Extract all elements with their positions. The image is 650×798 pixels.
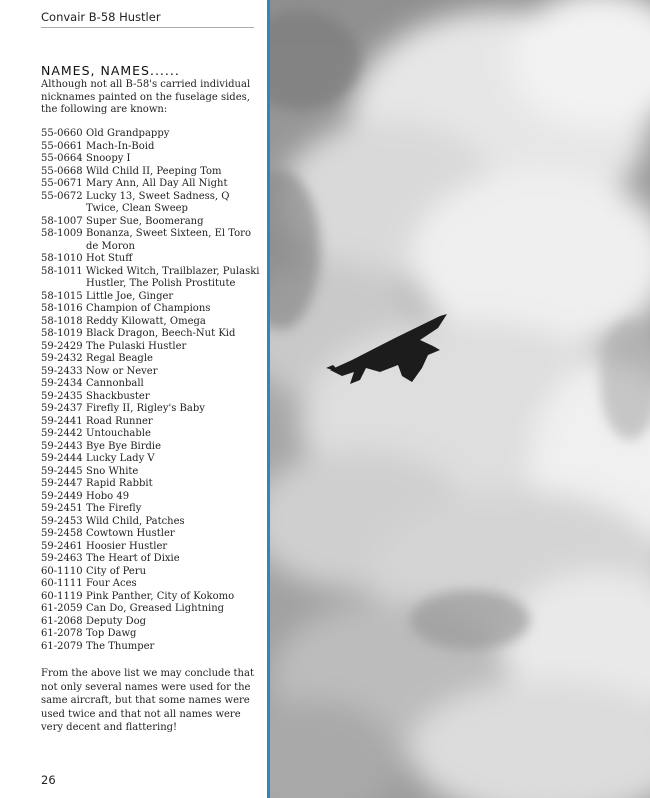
serial-number: 58-1018 bbox=[41, 315, 83, 327]
running-header: Convair B-58 Hustler bbox=[41, 10, 161, 24]
aircraft-nickname: Lucky 13, Sweet Sadness, Q Twice, Clean Sweep bbox=[86, 190, 230, 214]
aircraft-nickname: City of Peru bbox=[86, 565, 147, 577]
list-item bbox=[41, 603, 263, 616]
list-item bbox=[41, 428, 263, 441]
list-item bbox=[41, 216, 263, 229]
list-item bbox=[41, 366, 263, 379]
aircraft-nickname: Sno White bbox=[86, 465, 139, 477]
serial-number: 59-2433 bbox=[41, 365, 83, 377]
serial-number: 55-0671 bbox=[41, 178, 83, 189]
conclusion-paragraph: From the above list we may conclude that not only several names were used for the same aircraft, but that some names were used twice and that not all names were very decent and flattering! bbox=[41, 668, 254, 733]
list-item bbox=[41, 453, 263, 466]
list-item bbox=[41, 441, 263, 454]
serial-number: 60-1119 bbox=[41, 590, 83, 602]
header-rule bbox=[41, 27, 254, 28]
aircraft-nickname: Hoosier Hustler bbox=[86, 540, 168, 552]
aircraft-nickname: Mary Ann, All Day All Night bbox=[86, 178, 228, 189]
aircraft-nickname: Rapid Rabbit bbox=[86, 478, 153, 489]
intro-paragraph: Although not all B-58's carried individual nicknames painted on the fuselage sides, the following are known: bbox=[41, 79, 251, 115]
serial-number: 59-2445 bbox=[41, 465, 83, 477]
aircraft-nickname: Top Dawg bbox=[86, 628, 137, 639]
aircraft-nickname: The Firefly bbox=[86, 503, 142, 514]
aircraft-nickname: Super Sue, Boomerang bbox=[86, 215, 204, 227]
serial-number: 61-2079 bbox=[41, 640, 83, 652]
serial-number: 59-2453 bbox=[41, 515, 83, 527]
aircraft-nickname: Pink Panther, City of Kokomo bbox=[86, 590, 235, 602]
list-item bbox=[41, 466, 263, 479]
serial-number: 58-1016 bbox=[41, 303, 83, 314]
list-item bbox=[41, 541, 263, 554]
b58-in-clouds-photo bbox=[270, 0, 650, 798]
aircraft-nickname: Reddy Kilowatt, Omega bbox=[86, 315, 206, 327]
aircraft-nickname: Shackbuster bbox=[86, 390, 150, 402]
aircraft-nickname: The Heart of Dixie bbox=[86, 553, 180, 564]
serial-number: 58-1009 bbox=[41, 228, 83, 239]
serial-number: 58-1015 bbox=[41, 290, 83, 302]
page-number: 26 bbox=[41, 773, 56, 787]
list-item bbox=[41, 516, 263, 529]
list-item bbox=[41, 266, 263, 291]
aircraft-nickname: The Pulaski Hustler bbox=[86, 340, 187, 352]
section-title: NAMES, NAMES...... bbox=[41, 63, 180, 78]
list-item bbox=[41, 353, 263, 366]
aircraft-nickname: Old Grandpappy bbox=[86, 128, 170, 139]
list-item bbox=[41, 616, 263, 629]
list-item bbox=[41, 416, 263, 429]
serial-number: 59-2441 bbox=[41, 415, 83, 427]
serial-number: 59-2429 bbox=[41, 340, 83, 352]
list-item bbox=[41, 378, 263, 391]
serial-number: 59-2432 bbox=[41, 353, 83, 364]
aircraft-nickname: Now or Never bbox=[86, 365, 158, 377]
aircraft-nickname: Regal Beagle bbox=[86, 353, 153, 364]
list-item bbox=[41, 528, 263, 541]
serial-number: 61-2068 bbox=[41, 615, 83, 627]
aircraft-nickname: Mach-In-Boid bbox=[86, 140, 155, 152]
list-item bbox=[41, 166, 263, 179]
list-item bbox=[41, 503, 263, 516]
serial-number: 59-2437 bbox=[41, 403, 83, 414]
aircraft-nickname: Can Do, Greased Lightning bbox=[86, 603, 225, 614]
list-item bbox=[41, 291, 263, 304]
serial-number: 59-2461 bbox=[41, 540, 83, 552]
aircraft-nickname: Wild Child II, Peeping Tom bbox=[86, 165, 222, 177]
aircraft-nickname: Wild Child, Patches bbox=[86, 515, 185, 527]
list-item bbox=[41, 228, 263, 253]
aircraft-nickname: Black Dragon, Beech-Nut Kid bbox=[86, 328, 236, 339]
aircraft-nickname: Firefly II, Rigley's Baby bbox=[86, 403, 205, 414]
aircraft-nickname: Cowtown Hustler bbox=[86, 528, 175, 539]
list-item bbox=[41, 191, 263, 216]
list-item bbox=[41, 316, 263, 329]
list-item bbox=[41, 628, 263, 641]
list-item bbox=[41, 591, 263, 604]
serial-number: 59-2443 bbox=[41, 440, 83, 452]
serial-number: 58-1007 bbox=[41, 215, 83, 227]
aircraft-nickname: Wicked Witch, Trailblazer, Pulaski Hustler, The Polish Prostitute bbox=[86, 265, 260, 289]
serial-number: 59-2435 bbox=[41, 390, 83, 402]
list-item bbox=[41, 328, 263, 341]
aircraft-nickname: Snoopy I bbox=[86, 153, 131, 164]
nickname-list bbox=[41, 128, 263, 653]
aircraft-nickname: The Thumper bbox=[86, 640, 155, 652]
serial-number: 60-1111 bbox=[41, 578, 83, 589]
serial-number: 59-2458 bbox=[41, 528, 83, 539]
list-item bbox=[41, 403, 263, 416]
list-item bbox=[41, 153, 263, 166]
serial-number: 61-2078 bbox=[41, 628, 83, 639]
list-item bbox=[41, 641, 263, 654]
serial-number: 60-1110 bbox=[41, 565, 83, 577]
list-item bbox=[41, 578, 263, 591]
serial-number: 61-2059 bbox=[41, 603, 83, 614]
list-item bbox=[41, 478, 263, 491]
serial-number: 58-1011 bbox=[41, 265, 83, 277]
aircraft-nickname: Lucky Lady V bbox=[86, 453, 155, 464]
serial-number: 58-1019 bbox=[41, 328, 83, 339]
serial-number: 59-2444 bbox=[41, 453, 83, 464]
text-column bbox=[0, 0, 267, 798]
aircraft-nickname: Champion of Champions bbox=[86, 303, 211, 314]
serial-number: 59-2449 bbox=[41, 490, 83, 502]
list-item bbox=[41, 391, 263, 404]
aircraft-nickname: Bye Bye Birdie bbox=[86, 440, 162, 452]
list-item bbox=[41, 303, 263, 316]
serial-number: 59-2447 bbox=[41, 478, 83, 489]
list-item bbox=[41, 128, 263, 141]
serial-number: 59-2442 bbox=[41, 428, 83, 439]
list-item bbox=[41, 491, 263, 504]
aircraft-nickname: Cannonball bbox=[86, 378, 144, 389]
aircraft-nickname: Little Joe, Ginger bbox=[86, 290, 174, 302]
serial-number: 55-0668 bbox=[41, 165, 83, 177]
aircraft-nickname: Deputy Dog bbox=[86, 615, 147, 627]
aircraft-nickname: Hobo 49 bbox=[86, 490, 130, 502]
serial-number: 55-0672 bbox=[41, 190, 83, 202]
list-item bbox=[41, 253, 263, 266]
aircraft-nickname: Four Aces bbox=[86, 578, 137, 589]
aircraft-nickname: Untouchable bbox=[86, 428, 151, 439]
aircraft-nickname: Road Runner bbox=[86, 415, 153, 427]
list-item bbox=[41, 341, 263, 354]
serial-number: 58-1010 bbox=[41, 253, 83, 264]
aircraft-photo bbox=[270, 0, 650, 798]
aircraft-nickname: Hot Stuff bbox=[86, 253, 133, 264]
list-item bbox=[41, 178, 263, 191]
serial-number: 59-2451 bbox=[41, 503, 83, 514]
list-item bbox=[41, 553, 263, 566]
serial-number: 55-0660 bbox=[41, 128, 83, 139]
serial-number: 59-2463 bbox=[41, 553, 83, 564]
aircraft-nickname: Bonanza, Sweet Sixteen, El Toro de Moron bbox=[86, 228, 251, 252]
serial-number: 59-2434 bbox=[41, 378, 83, 389]
serial-number: 55-0661 bbox=[41, 140, 83, 152]
serial-number: 55-0664 bbox=[41, 153, 83, 164]
list-item bbox=[41, 141, 263, 154]
list-item bbox=[41, 566, 263, 579]
